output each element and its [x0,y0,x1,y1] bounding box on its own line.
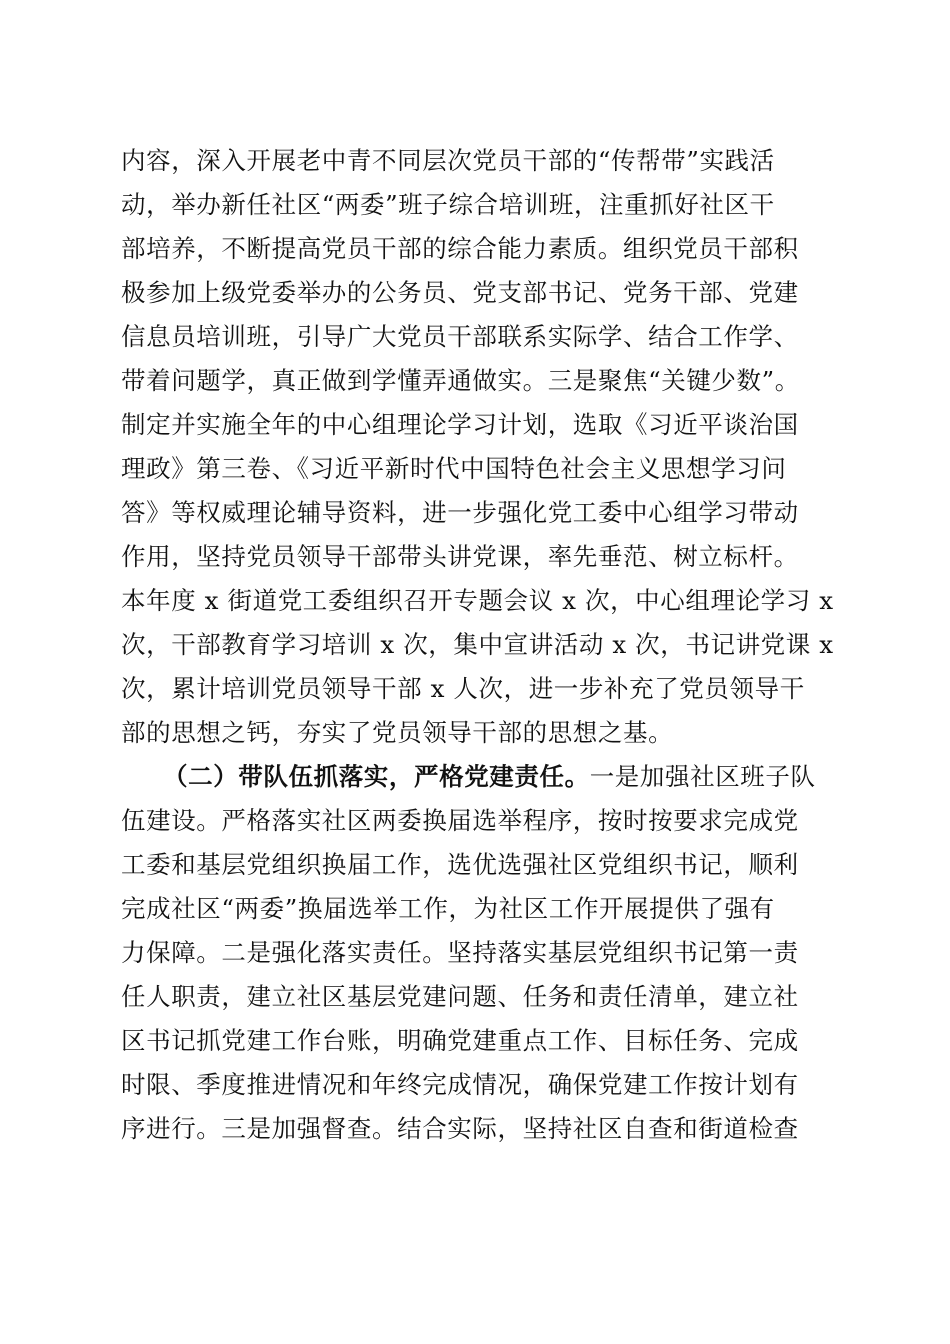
paragraph-line: 本年度 x 街道党工委组织召开专题会议 x 次，中心组理论学习 x [121,586,834,615]
paragraph-line: 理政》第三卷、《习近平新时代中国特色社会主义思想学习问 [121,454,787,483]
section-heading-rest: 一是加强社区班子队 [589,762,816,791]
paragraph-line: 次，干部教育学习培训 x 次，集中宣讲活动 x 次，书记讲党课 x [121,630,834,659]
paragraph-line: 作用，坚持党员领导干部带头讲党课，率先垂范、树立标杆。 [121,542,799,571]
paragraph-line: 区书记抓党建工作台账，明确党建重点工作、目标任务、完成 [121,1026,799,1055]
paragraph-line: 任人职责，建立社区基层党建问题、任务和责任清单，建立社 [121,982,799,1011]
paragraph-line: 极参加上级党委举办的公务员、党支部书记、党务干部、党建 [121,278,799,307]
paragraph-line: 内容，深入开展老中青不同层次党员干部的“传帮带”实践活 [121,146,775,175]
paragraph-line: 序进行。三是加强督查。结合实际，坚持社区自查和街道检查 [121,1114,799,1143]
paragraph-line: 制定并实施全年的中心组理论学习计划，选取《习近平谈治国 [121,410,799,439]
paragraph-line: 信息员培训班，引导广大党员干部联系实际学、结合工作学、 [121,322,799,351]
section-heading: （二）带队伍抓落实，严格党建责任。 [163,762,590,791]
paragraph-line: 工委和基层党组织换届工作，选优选强社区党组织书记，顺利 [121,850,799,879]
paragraph-line: 完成社区“两委”换届选举工作，为社区工作开展提供了强有 [121,894,775,923]
paragraph-line: 时限、季度推进情况和年终完成情况，确保党建工作按计划有 [121,1070,799,1099]
paragraph-line: 部的思想之钙，夯实了党员领导干部的思想之基。 [121,718,674,747]
paragraph-line: 带着问题学，真正做到学懂弄通做实。三是聚焦“关键少数”。 [121,366,800,395]
section-heading-line [163,762,816,792]
paragraph-line: 部培养，不断提高党员干部的综合能力素质。组织党员干部积 [121,234,799,263]
paragraph-line: 答》等权威理论辅导资料，进一步强化党工委中心组学习带动 [121,498,799,527]
paragraph-line: 动，举办新任社区“两委”班子综合培训班，注重抓好社区干 [121,190,775,219]
paragraph-line: 力保障。二是强化落实责任。坚持落实基层党组织书记第一责 [121,938,799,967]
paragraph-line: 伍建设。严格落实社区两委换届选举程序，按时按要求完成党 [121,806,799,835]
paragraph-line: 次，累计培训党员领导干部 x 人次，进一步补充了党员领导干 [121,674,805,703]
